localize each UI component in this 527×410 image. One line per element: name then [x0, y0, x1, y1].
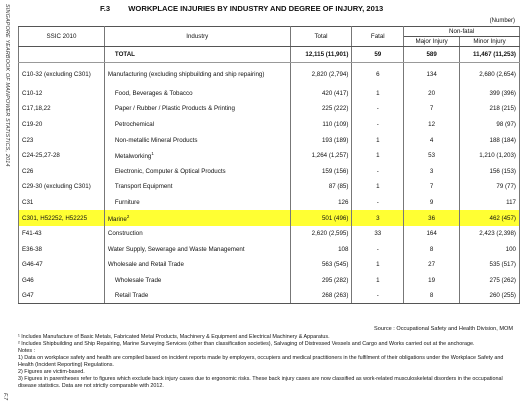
minor-cell-text: 98 (97): [496, 120, 516, 128]
header-industry: Industry: [104, 27, 290, 47]
minor-cell: [460, 226, 520, 242]
total-cell: [290, 63, 352, 86]
fatal-cell-text: -: [376, 167, 379, 175]
total-cell: [290, 148, 352, 164]
fatal-cell-text: -: [376, 292, 379, 300]
fatal-cell-text: 1: [376, 261, 380, 269]
ssic-cell-text: C10-12: [22, 89, 43, 97]
industry-cell-text: Construction: [107, 230, 143, 238]
minor-cell: [460, 195, 520, 211]
total-cell-text: 12,115 (11,901): [305, 51, 349, 58]
fatal-cell: [352, 179, 404, 195]
industry-cell: [104, 288, 290, 304]
minor-cell-text: 399 (396): [489, 89, 516, 97]
industry-cell-text: Paper / Rubber / Plastic Products & Printing: [114, 105, 235, 113]
minor-cell-text: 79 (77): [496, 183, 516, 191]
ssic-cell: [19, 273, 105, 289]
industry-cell: [104, 148, 290, 164]
ssic-cell: [19, 241, 105, 257]
total-cell: [290, 117, 352, 133]
ssic-cell: [19, 288, 105, 304]
minor-cell-text: 260 (255): [489, 292, 516, 300]
minor-cell: [460, 86, 520, 102]
major-cell-text: 12: [428, 120, 436, 128]
fatal-cell: [352, 257, 404, 273]
footnote-marker: 2: [126, 213, 130, 219]
industry-cell-text: Non-metallic Mineral Products: [114, 136, 198, 144]
table-row: [19, 132, 520, 148]
major-cell-text: 20: [428, 89, 436, 97]
ssic-cell-text: C31: [22, 198, 34, 206]
footnote-line: ¹ Includes Manufacture of Basic Metals, Fabricated Metal Products, Machinery & Equipment and Electrical Machinery & Apparatus.: [18, 334, 330, 340]
industry-cell: [104, 241, 290, 257]
major-cell: [404, 86, 460, 102]
major-cell-text: 3: [429, 167, 434, 175]
major-cell: [404, 117, 460, 133]
major-cell: [404, 241, 460, 257]
industry-cell-text: Transport Equipment: [114, 183, 173, 191]
major-cell-text: 164: [426, 230, 437, 238]
industry-cell-text: Electronic, Computer & Optical Products: [114, 167, 226, 175]
footnote-line: 1) Data on workplace safety and health are compiled based on incident reports made by employers, occupiers and medical practitioners in the fulfilment of their obligations under the Workplace Safety and Health (Incident Reporting) Regulations.: [18, 355, 504, 368]
major-cell: [404, 132, 460, 148]
major-cell-text: 53: [428, 152, 436, 160]
total-cell: [290, 163, 352, 179]
ssic-cell: [19, 195, 105, 211]
total-cell: [290, 273, 352, 289]
table-row: [19, 117, 520, 133]
minor-cell-text: 156 (153): [489, 167, 516, 175]
ssic-cell-text: F41-43: [22, 230, 42, 238]
total-cell: [290, 101, 352, 117]
minor-cell: [460, 273, 520, 289]
minor-cell: [460, 288, 520, 304]
total-cell: [290, 132, 352, 148]
yearbook-side-label: SINGAPORE YEARBOOK OF MANPOWER STATISTICS, 2014: [4, 4, 10, 167]
major-cell: [404, 257, 460, 273]
total-cell: [290, 226, 352, 242]
fatal-cell: [352, 47, 404, 63]
total-cell-text: 295 (282): [321, 276, 349, 284]
total-cell-text: 563 (545): [321, 261, 349, 269]
industry-cell: [104, 86, 290, 102]
fatal-cell: [352, 86, 404, 102]
minor-cell-text: 535 (517): [489, 261, 516, 269]
fatal-cell-text: 59: [374, 51, 382, 58]
header-minor: Minor Injury: [460, 37, 520, 47]
source-note: Source : Occupational Safety and Health Division, MOM: [374, 326, 513, 332]
minor-cell-text: 275 (262): [489, 276, 516, 284]
ssic-cell: [19, 148, 105, 164]
fatal-cell-text: -: [376, 105, 379, 113]
fatal-cell-text: 1: [376, 89, 380, 97]
industry-cell: [104, 47, 290, 63]
table-code: F.3: [100, 4, 111, 13]
industry-cell: [104, 163, 290, 179]
minor-cell-text: 218 (215): [489, 105, 516, 113]
footnote-line: Notes :: [18, 348, 36, 354]
major-cell: [404, 148, 460, 164]
header-major: Major Injury: [404, 37, 460, 47]
total-cell: [290, 47, 352, 63]
industry-cell-text: Wholesale Trade: [114, 276, 162, 284]
total-cell: [290, 288, 352, 304]
fatal-cell: [352, 288, 404, 304]
ssic-cell: [19, 117, 105, 133]
fatal-cell: [352, 132, 404, 148]
industry-cell-text: TOTAL: [114, 51, 135, 58]
industry-cell: [104, 257, 290, 273]
minor-cell: [460, 257, 520, 273]
industry-cell: [104, 210, 290, 226]
total-cell-text: 159 (156): [321, 167, 349, 175]
major-cell-text: 589: [426, 51, 437, 58]
fatal-cell: [352, 63, 404, 86]
industry-cell: [104, 195, 290, 211]
footnotes: [18, 334, 518, 390]
major-cell: [404, 179, 460, 195]
total-cell: [290, 241, 352, 257]
major-cell-text: 27: [428, 261, 436, 269]
table-row: [19, 163, 520, 179]
industry-cell-text: Food, Beverages & Tobacco: [114, 89, 193, 97]
total-cell-text: 225 (222): [321, 105, 349, 113]
fatal-cell: [352, 210, 404, 226]
ssic-cell-text: G46: [22, 276, 34, 284]
industry-cell-text: Water Supply, Sewerage and Waste Management: [107, 245, 245, 253]
fatal-cell-text: 1: [376, 152, 380, 160]
major-cell: [404, 63, 460, 86]
industry-cell: [104, 63, 290, 86]
minor-cell: [460, 210, 520, 226]
fatal-cell: [352, 117, 404, 133]
major-cell-text: 19: [428, 276, 436, 284]
total-cell: [290, 179, 352, 195]
ssic-cell-text: C10-32 (excluding C301): [22, 70, 91, 78]
ssic-cell: [19, 63, 105, 86]
header-ssic: SSIC 2010: [19, 27, 105, 47]
ssic-cell-text: C24-25,27-28: [22, 152, 60, 160]
major-cell-text: 4: [429, 136, 434, 144]
major-cell: [404, 288, 460, 304]
table-row: [19, 195, 520, 211]
header-non-fatal: Non-fatal: [404, 27, 520, 37]
page-number-side: F.7: [2, 393, 8, 401]
industry-cell-text: Metalworking: [114, 153, 152, 161]
fatal-cell: [352, 273, 404, 289]
minor-cell-text: 2,423 (2,398): [479, 230, 516, 238]
table-row: [19, 63, 520, 86]
fatal-cell-text: 3: [376, 214, 380, 222]
fatal-cell: [352, 195, 404, 211]
fatal-cell-text: 1: [376, 183, 380, 191]
minor-cell-text: 117: [506, 198, 516, 206]
minor-cell-text: 11,467 (11,253): [472, 51, 516, 58]
total-cell-text: 268 (263): [321, 292, 349, 300]
minor-cell-text: 100: [505, 245, 516, 253]
ssic-cell: [19, 132, 105, 148]
total-cell-text: 1,264 (1,257): [311, 152, 349, 160]
ssic-cell: [19, 226, 105, 242]
fatal-cell-text: 1: [376, 136, 380, 144]
ssic-cell: [19, 210, 105, 226]
ssic-cell: [19, 163, 105, 179]
industry-cell-text: Petrochemical: [114, 120, 155, 128]
fatal-cell-text: 1: [376, 276, 380, 284]
table-title: [100, 4, 383, 13]
industry-cell: [104, 226, 290, 242]
major-cell-text: 8: [429, 245, 434, 253]
minor-cell: [460, 101, 520, 117]
fatal-cell: [352, 226, 404, 242]
minor-cell: [460, 163, 520, 179]
industry-cell: [104, 117, 290, 133]
ssic-cell: [19, 257, 105, 273]
total-cell: [290, 257, 352, 273]
total-cell-text: 420 (417): [321, 89, 349, 97]
industry-cell: [104, 132, 290, 148]
table-row: [19, 226, 520, 242]
fatal-cell-text: -: [376, 245, 379, 253]
table-body: [19, 47, 520, 304]
total-cell-text: 108: [338, 245, 349, 253]
minor-cell: [460, 117, 520, 133]
injuries-table: [18, 26, 520, 304]
fatal-cell: [352, 101, 404, 117]
industry-cell: [104, 101, 290, 117]
industry-cell-text: Wholesale and Retail Trade: [107, 261, 184, 269]
ssic-cell: [19, 47, 105, 63]
major-cell-text: 8: [429, 292, 434, 300]
footnote-marker: 1: [151, 151, 154, 157]
fatal-cell: [352, 148, 404, 164]
total-cell-text: 2,620 (2,595): [311, 230, 349, 238]
industry-cell-text: Furniture: [114, 198, 140, 206]
fatal-cell-text: -: [376, 198, 379, 206]
fatal-cell: [352, 241, 404, 257]
minor-cell-text: 188 (184): [489, 136, 516, 144]
industry-cell: [104, 179, 290, 195]
table-row: [19, 179, 520, 195]
table-row: [19, 288, 520, 304]
table-row: [19, 148, 520, 164]
header-fatal: Fatal: [352, 27, 404, 47]
table-row: [19, 86, 520, 102]
minor-cell: [460, 148, 520, 164]
minor-cell: [460, 132, 520, 148]
industry-cell-text: Manufacturing (excluding shipbuilding and ship repairing): [107, 70, 265, 78]
table-row: [19, 273, 520, 289]
footnote-line: ² Includes Shipbuilding and Ship Repairing, Marine Surveying Services (other than classification societies), Salvaging of Distressed Vessels and Cargo and Works carried out at the anchorage.: [18, 341, 475, 347]
major-cell-text: 9: [429, 198, 434, 206]
unit-label: (Number): [489, 18, 515, 24]
minor-cell: [460, 63, 520, 86]
major-cell-text: 7: [429, 183, 434, 191]
major-cell-text: 134: [426, 70, 437, 78]
fatal-cell-text: 33: [374, 230, 382, 238]
minor-cell-text: 2,680 (2,654): [479, 70, 516, 78]
table-title-text: WORKPLACE INJURIES BY INDUSTRY AND DEGREE OF INJURY, 2013: [128, 4, 384, 13]
industry-cell-text: Retail Trade: [114, 292, 149, 300]
ssic-cell-text: C29-30 (excluding C301): [22, 183, 91, 191]
ssic-cell-text: C17,18,22: [22, 105, 51, 113]
major-cell-text: 36: [428, 214, 436, 222]
ssic-cell: [19, 179, 105, 195]
footnote-line: 2) Figures are victim-based.: [18, 369, 85, 375]
total-cell: [290, 86, 352, 102]
total-cell: [290, 210, 352, 226]
ssic-cell: [19, 86, 105, 102]
fatal-cell: [352, 163, 404, 179]
ssic-cell-text: C23: [22, 136, 34, 144]
fatal-cell-text: -: [376, 120, 379, 128]
minor-cell-text: 1,210 (1,203): [479, 152, 516, 160]
total-cell-text: 2,820 (2,794): [311, 70, 349, 78]
industry-cell-text: Marine: [107, 215, 127, 223]
ssic-cell-text: G46-47: [22, 261, 43, 269]
minor-cell: [460, 179, 520, 195]
ssic-cell-text: C19-20: [22, 120, 43, 128]
major-cell: [404, 101, 460, 117]
major-cell-text: 7: [429, 105, 434, 113]
total-cell-text: 110 (109): [322, 120, 349, 128]
major-cell: [404, 195, 460, 211]
total-cell-text: 126: [338, 198, 349, 206]
minor-cell: [460, 47, 520, 63]
total-cell-text: 501 (496): [321, 214, 349, 222]
minor-cell-text: 462 (457): [489, 214, 516, 222]
total-cell-text: 87 (85): [328, 183, 349, 191]
minor-cell: [460, 241, 520, 257]
total-cell: [290, 195, 352, 211]
table-row: [19, 241, 520, 257]
major-cell: [404, 163, 460, 179]
ssic-cell-text: C26: [22, 167, 34, 175]
header-total: Total: [290, 27, 352, 47]
major-cell: [404, 210, 460, 226]
major-cell: [404, 226, 460, 242]
ssic-cell-text: E36-38: [22, 245, 42, 253]
table-row: [19, 47, 520, 63]
ssic-cell-text: G47: [22, 292, 34, 300]
ssic-cell: [19, 101, 105, 117]
major-cell: [404, 47, 460, 63]
table-row: [19, 101, 520, 117]
table-row: [19, 210, 520, 226]
total-cell-text: 193 (189): [321, 136, 349, 144]
ssic-cell-text: C301, H52252, H52225: [22, 214, 88, 222]
fatal-cell-text: 6: [376, 70, 380, 78]
industry-cell: [104, 273, 290, 289]
major-cell: [404, 273, 460, 289]
footnote-line: 3) Figures in parentheses refer to figures which exclude back injury cases due to ergonomic risks. These back injury cases are now classified as work-related musculoskeletal disorders in the occupational disease statistics. Data are not strictly comparable with 2012.: [18, 376, 503, 389]
table-row: [19, 257, 520, 273]
